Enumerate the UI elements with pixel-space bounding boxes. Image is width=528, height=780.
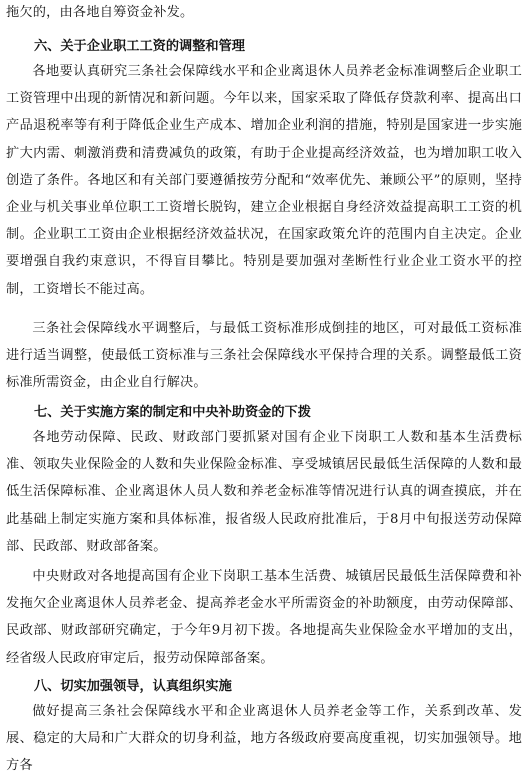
section-heading-8: 八、切实加强领导，认真组织实施 — [34, 679, 232, 694]
paragraph-implementation-plan: 各地劳动保障、民政、财政部门要抓紧对国有企业下岗职工人数和基本生活费标准、领取失业保险金的人数和失业保险金标准、享受城镇居民最低生活保障的人数和最低生活保障标准、企业离退休人员人数和养老金标准等情况进行认真的调查摸底，并在此基础上制定实施方案和具体标准，报省级人民政府批准后，于8月中旬报送劳动保障部、民政部、财政部备案。 — [6, 430, 522, 554]
paragraph-minimum-wage: 三条社会保障线水平调整后，与最低工资标准形成倒挂的地区，可对最低工资标准进行适当调整，使最低工资标准与三条社会保障线水平保持合理的关系。调整最低工资标准所需资金，由企业自行解决。 — [6, 321, 522, 391]
section-heading-6: 六、关于企业职工工资的调整和管理 — [34, 39, 245, 54]
paragraph-continuation: 拖欠的，由各地自筹资金补发。 — [6, 5, 194, 20]
paragraph-central-subsidy: 中央财政对各地提高国有企业下岗职工基本生活费、城镇居民最低生活保障费和补发拖欠企业离退休人员养老金、提高养老金水平所需资金的补助额度，由劳动保障部、民政部、财政部研究确定，于今年9月初下拨。各地提高失业保险金水平增加的支出，经省级人民政府审定后，报劳动保障部备案。 — [6, 569, 522, 666]
section-heading-7: 七、关于实施方案的制定和中央补助资金的下拨 — [34, 405, 311, 420]
paragraph-leadership: 做好提高三条社会保障线水平和企业离退休人员养老金等工作，关系到改革、发展、稳定的大局和广大群众的切身利益，地方各级政府要高度重视，切实加强领导。地方各 — [6, 704, 522, 774]
paragraph-wage-adjustment: 各地要认真研究三条社会保障线水平和企业离退休人员养老金标准调整后企业职工工资管理中出现的新情况和新问题。今年以来，国家采取了降低存贷款利率、提高出口产品退税率等有利于降低企业生产成本、增加企业利润的措施，特别是国家进一步实施扩大内需、刺激消费和清费减负的政策，有助于企业提高经济效益，也为增加职工收入创造了条件。各地区和有关部门要遵循按劳分配和“效率优先、兼顾公平”的原则，坚持企业与机关事业单位职工工资增长脱钩，建立企业根据自身经济效益提高职工工资的机制。企业职工工资由企业根据经济效益状况，在国家政策允许的范围内自主决定。企业要增强自我约束意识，不得盲目攀比。特别是要加强对垄断性行业企业工资水平的控制，工资增长不能过高。 — [6, 64, 522, 297]
